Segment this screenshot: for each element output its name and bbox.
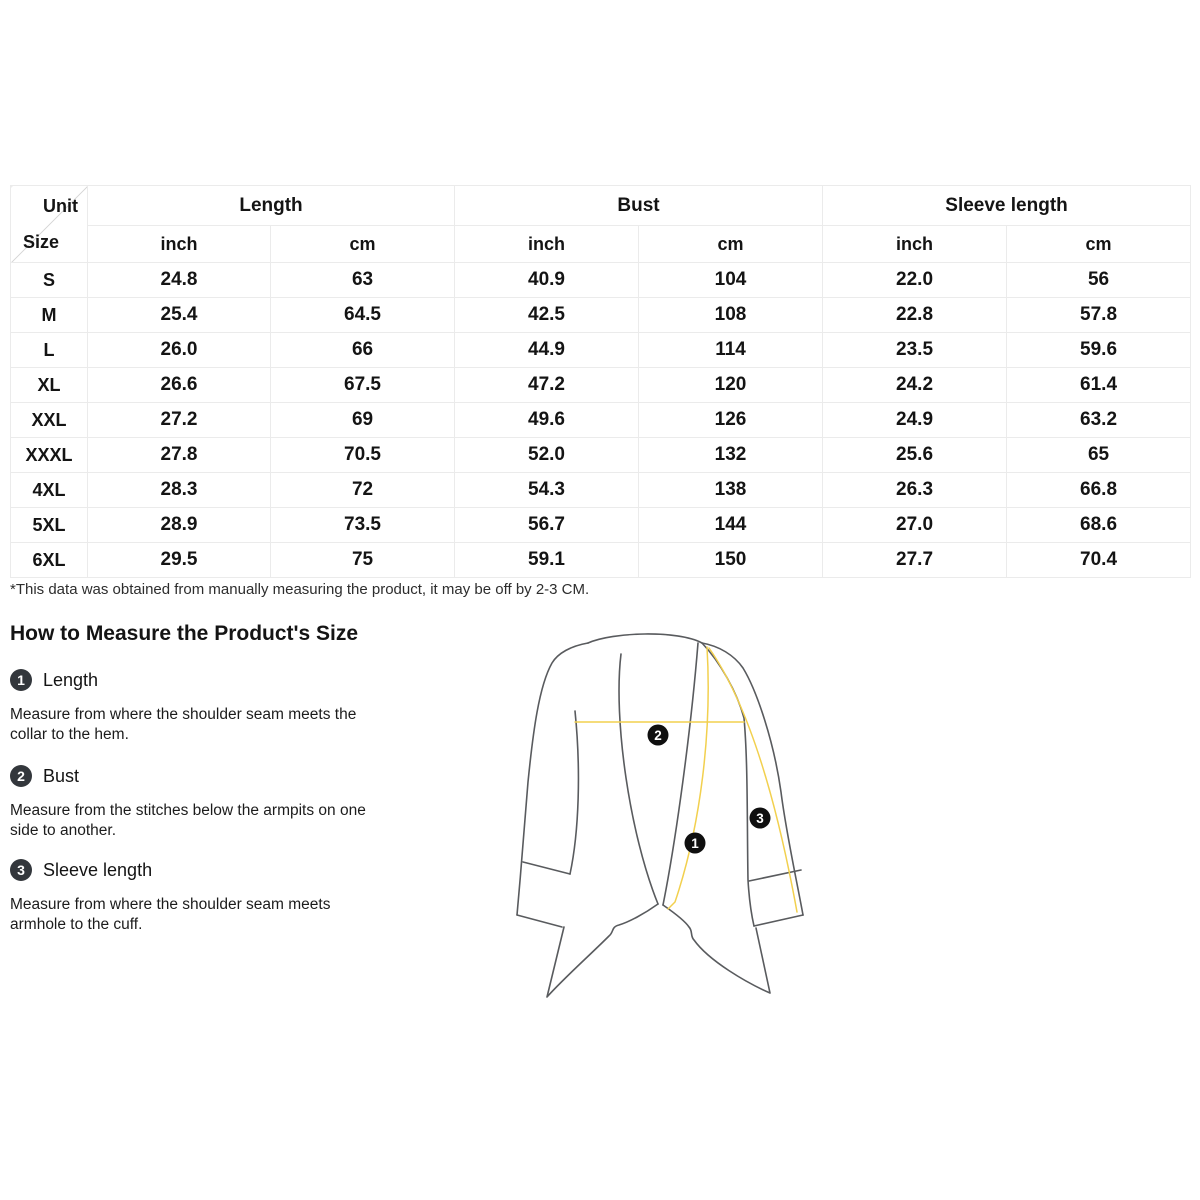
guide-item-length-description (10, 705, 455, 745)
size-value: 47.2 (455, 368, 639, 403)
size-label: XXL (11, 403, 88, 438)
size-value: 120 (639, 368, 823, 403)
measurement-lines (575, 647, 797, 912)
unit-header: inch (88, 226, 271, 263)
size-value: 144 (639, 508, 823, 543)
size-value: 26.3 (823, 473, 1007, 508)
size-value: 44.9 (455, 333, 639, 368)
size-label: M (11, 298, 88, 333)
group-header-bust: Bust (455, 186, 823, 226)
size-value: 138 (639, 473, 823, 508)
right-cuff-band-line (749, 870, 801, 881)
table-row-xl (11, 368, 1191, 403)
left-lapel-line (619, 654, 658, 904)
size-value: 66.8 (1007, 473, 1191, 508)
right-hem-line (663, 905, 770, 993)
group-header-sleeve-length: Sleeve length (823, 186, 1191, 226)
measure-guide-section (10, 621, 455, 935)
desc-line: collar to the hem. (10, 726, 129, 743)
table-row-s (11, 263, 1191, 298)
desc-line: armhole to the cuff. (10, 916, 143, 933)
left-cuff-band-line (523, 862, 570, 874)
size-value: 150 (639, 543, 823, 578)
size-value: 25.6 (823, 438, 1007, 473)
size-value: 23.5 (823, 333, 1007, 368)
unit-header: cm (271, 226, 455, 263)
size-value: 64.5 (271, 298, 455, 333)
right-lapel-line (663, 643, 698, 905)
size-value: 126 (639, 403, 823, 438)
size-value: 61.4 (1007, 368, 1191, 403)
size-value: 56 (1007, 263, 1191, 298)
size-value: 24.9 (823, 403, 1007, 438)
size-value: 59.6 (1007, 333, 1191, 368)
left-hem-line (547, 904, 658, 997)
size-value: 72 (271, 473, 455, 508)
size-value: 57.8 (1007, 298, 1191, 333)
table-row-xxxl (11, 438, 1191, 473)
size-label: XL (11, 368, 88, 403)
guide-item-label: Length (43, 670, 99, 690)
size-value: 27.7 (823, 543, 1007, 578)
left-drape-line (570, 711, 578, 874)
unit-header: cm (639, 226, 823, 263)
size-value: 65 (1007, 438, 1191, 473)
corner-unit-label: Unit (43, 196, 78, 216)
desc-line: Measure from where the shoulder seam meets the (10, 706, 357, 723)
guide-item-length (10, 668, 455, 745)
size-value: 28.3 (88, 473, 271, 508)
guide-item-sleeve-title (10, 858, 455, 882)
size-value: 27.8 (88, 438, 271, 473)
table-row-6xl (11, 543, 1191, 578)
desc-line: Measure from where the shoulder seam meets (10, 896, 331, 913)
size-label: S (11, 263, 88, 298)
unit-header: cm (1007, 226, 1191, 263)
table-unit-header-row (11, 226, 1191, 263)
group-header-length: Length (88, 186, 455, 226)
size-value: 108 (639, 298, 823, 333)
table-row-m (11, 298, 1191, 333)
size-value: 52.0 (455, 438, 639, 473)
unit-header: inch (455, 226, 639, 263)
size-value: 29.5 (88, 543, 271, 578)
size-value: 70.5 (271, 438, 455, 473)
size-value: 69 (271, 403, 455, 438)
size-value: 26.0 (88, 333, 271, 368)
corner-size-label: Size (23, 232, 60, 252)
guide-item-sleeve-description (10, 895, 455, 935)
marker-1 (685, 833, 706, 854)
size-value: 54.3 (455, 473, 639, 508)
marker-3 (750, 808, 771, 829)
size-value: 70.4 (1007, 543, 1191, 578)
length-measure-line (668, 647, 708, 909)
size-value: 59.1 (455, 543, 639, 578)
size-label: L (11, 333, 88, 368)
table-row-l (11, 333, 1191, 368)
table-row-xxl (11, 403, 1191, 438)
number-1-badge: 1 (10, 669, 32, 691)
size-value: 27.2 (88, 403, 271, 438)
size-value: 132 (639, 438, 823, 473)
size-value: 68.6 (1007, 508, 1191, 543)
table-row-5xl (11, 508, 1191, 543)
marker-1-number: 1 (691, 836, 699, 851)
size-value: 75 (271, 543, 455, 578)
right-cuff-bottom-line (754, 915, 803, 926)
corner-unit-size-cell (11, 186, 88, 263)
size-value: 22.0 (823, 263, 1007, 298)
left-cuff-bottom-line (517, 915, 562, 927)
guide-item-bust-title (10, 764, 455, 788)
size-label: 6XL (11, 543, 88, 578)
garment-measure-illustration (460, 600, 920, 1060)
guide-item-bust (10, 764, 455, 841)
size-value: 40.9 (455, 263, 639, 298)
size-value: 24.2 (823, 368, 1007, 403)
guide-item-label: Bust (43, 766, 80, 786)
table-row-4xl (11, 473, 1191, 508)
size-value: 26.6 (88, 368, 271, 403)
number-3-badge: 3 (10, 859, 32, 881)
guide-item-label: Sleeve length (43, 860, 153, 880)
size-value: 56.7 (455, 508, 639, 543)
size-value: 27.0 (823, 508, 1007, 543)
measure-guide-title: How to Measure the Product's Size (10, 622, 359, 645)
left-sleeve-outline (517, 643, 588, 915)
guide-item-bust-description (10, 801, 455, 841)
measurement-disclaimer: *This data was obtained from manually measuring the product, it may be off by 2-3 CM. (10, 581, 590, 598)
size-value: 49.6 (455, 403, 639, 438)
marker-2-number: 2 (654, 728, 662, 743)
size-value: 42.5 (455, 298, 639, 333)
size-value: 25.4 (88, 298, 271, 333)
size-value: 22.8 (823, 298, 1007, 333)
size-chart-table (10, 185, 1191, 578)
desc-line: side to another. (10, 822, 116, 839)
size-value: 24.8 (88, 263, 271, 298)
size-value: 104 (639, 263, 823, 298)
guide-item-length-title (10, 668, 455, 692)
unit-header: inch (823, 226, 1007, 263)
size-value: 66 (271, 333, 455, 368)
desc-line: Measure from the stitches below the armpits on one (10, 802, 366, 819)
size-value: 114 (639, 333, 823, 368)
number-2-badge: 2 (10, 765, 32, 787)
marker-2 (648, 725, 669, 746)
size-value: 28.9 (88, 508, 271, 543)
size-value: 63.2 (1007, 403, 1191, 438)
size-label: XXXL (11, 438, 88, 473)
right-drape-line (702, 643, 754, 926)
size-label: 5XL (11, 508, 88, 543)
size-value: 73.5 (271, 508, 455, 543)
table-group-header-row (11, 186, 1191, 226)
guide-item-sleeve-length (10, 858, 455, 935)
size-label: 4XL (11, 473, 88, 508)
collar-line (588, 634, 702, 643)
size-value: 67.5 (271, 368, 455, 403)
marker-3-number: 3 (756, 811, 764, 826)
right-sleeve-outline (702, 643, 803, 915)
size-value: 63 (271, 263, 455, 298)
